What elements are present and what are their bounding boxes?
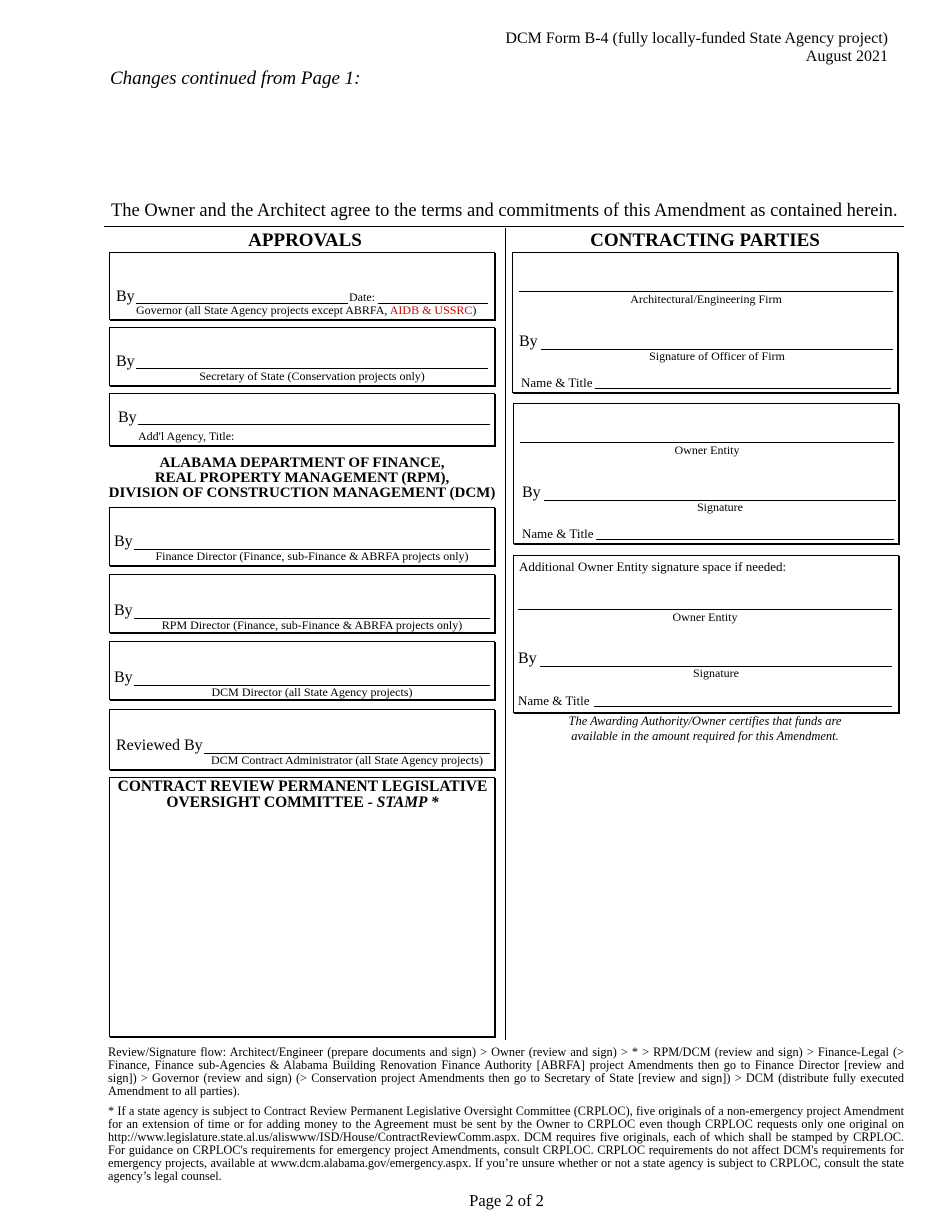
- form-date: August 2021: [805, 48, 888, 65]
- additional-owner-entity-caption: Owner Entity: [672, 610, 738, 624]
- additional-owner-name-title-line[interactable]: [594, 706, 892, 707]
- crploc-stamp-heading: CONTRACT REVIEW PERMANENT LEGISLATIVE OVERSIGHT COMMITTEE - STAMP *: [117, 778, 488, 811]
- additional-owner-signature-box: [513, 555, 899, 713]
- by-label: By: [114, 669, 133, 686]
- by-label: By: [116, 353, 135, 370]
- owner-signature-caption: Signature: [697, 500, 743, 514]
- governor-caption-exceptions: AIDB & USSRC: [389, 303, 473, 317]
- form-header: [505, 30, 888, 66]
- divider-horizontal: [104, 226, 904, 227]
- owner-entity-caption: Owner Entity: [674, 443, 740, 457]
- name-title-label: Name & Title: [521, 375, 593, 390]
- page-number: Page 2 of 2: [469, 1191, 544, 1210]
- by-label: By: [518, 650, 537, 667]
- addl-agency-caption: Add'l Agency, Title:: [138, 429, 235, 443]
- by-label: By: [114, 533, 133, 550]
- funds-certification: The Awarding Authority/Owner certifies that funds are available in the amount required for this Amendment.: [568, 714, 842, 743]
- by-label: By: [118, 409, 137, 426]
- finance-director-caption: Finance Director (Finance, sub-Finance & ABRFA projects only): [155, 549, 469, 563]
- reviewed-by-label: Reviewed By: [116, 737, 203, 754]
- contracting-parties-title: CONTRACTING PARTIES: [590, 230, 820, 251]
- contract-admin-review-box: [109, 709, 495, 770]
- dcm-director-signature-box: [109, 641, 495, 700]
- rpm-director-caption: RPM Director (Finance, sub-Finance & ABRFA projects only): [161, 618, 463, 632]
- owner-entity-signature-box: [513, 403, 899, 544]
- by-label: By: [116, 288, 135, 305]
- crploc-stamp-box[interactable]: [109, 777, 495, 1037]
- rpm-director-signature-box: [109, 574, 495, 633]
- department-heading: ALABAMA DEPARTMENT OF FINANCE, REAL PROPERTY MANAGEMENT (RPM), DIVISION OF CONSTRUCTION MANAGEMENT (DCM): [108, 455, 496, 501]
- finance-director-signature-box: [109, 507, 495, 566]
- form-id: DCM Form B-4 (fully locally-funded State Agency project): [505, 30, 888, 47]
- additional-owner-instruction: Additional Owner Entity signature space if needed:: [519, 559, 787, 574]
- governor-signature-box: [109, 252, 495, 320]
- ae-firm-caption: Architectural/Engineering Firm: [630, 292, 782, 306]
- name-title-label: Name & Title: [518, 693, 590, 708]
- name-title-label: Name & Title: [522, 526, 594, 541]
- date-label: Date:: [349, 290, 375, 304]
- approvals-title: APPROVALS: [248, 230, 362, 251]
- by-label: By: [519, 333, 538, 350]
- secretary-caption: Secretary of State (Conservation projects only): [199, 369, 425, 383]
- dcm-director-caption: DCM Director (all State Agency projects): [211, 685, 413, 699]
- contract-admin-caption: DCM Contract Administrator (all State Agency projects): [211, 753, 483, 767]
- ae-name-title-line[interactable]: [595, 388, 891, 389]
- additional-owner-signature-caption: Signature: [693, 666, 739, 680]
- addl-agency-signature-line[interactable]: [138, 424, 490, 425]
- owner-name-title-line[interactable]: [596, 539, 894, 540]
- agreement-statement: The Owner and the Architect agree to the terms and commitments of this Amendment as contained herein.: [111, 201, 898, 221]
- addl-agency-signature-box: [109, 393, 495, 446]
- by-label: By: [522, 484, 541, 501]
- officer-signature-caption: Signature of Officer of Firm: [649, 349, 785, 363]
- changes-heading: Changes continued from Page 1:: [110, 68, 361, 89]
- by-label: By: [114, 602, 133, 619]
- crploc-footnote: * If a state agency is subject to Contract Review Permanent Legislative Oversight Committee (CRPLOC), five originals of a non-emergency project Amendment for an extension of time or for adding money to the Agreement must be sent by the Owner to CRPLOC even though CRPLOC requests only one original on http://www.legislature.state.al.us/aliswww/ISD/House/ContractReviewComm.aspx. DCM requires five originals, each of which shall be stamped by CRPLOC. For guidance on CRPLOC's requirements for emergency project Amendments, consult CRPLOC. CRPLOC requirements do not affect DCM's requirements for emergency projects, available at www.dcm.alabama.gov/emergency.aspx. If you’re unsure whether or not a state agency is subject to CRPLOC, consult the state agency’s legal counsel.: [108, 1104, 904, 1183]
- divider-vertical: [505, 228, 506, 1040]
- secretary-signature-box: [109, 327, 495, 386]
- governor-caption: Governor (all State Agency projects except ABRFA, AIDB & USSRC): [136, 303, 477, 317]
- review-signature-flow: Review/Signature flow: Architect/Engineer (prepare documents and sign) > Owner (review and sign) > * > RPM/DCM (review and sign) > Finance-Legal (> Finance, Finance sub-Agencies & Alabama Building Renovation Finance Authority [ABRFA] project Amendments then go to Finance Director [review and sign]) > Governor (review and sign) (> Conservation project Amendments then go to Secretary of State [review and sign]) > DCM (distribute fully executed Amendment to all parties).: [108, 1045, 904, 1098]
- ae-firm-signature-box: [512, 252, 898, 393]
- stamp-label: STAMP *: [376, 794, 439, 811]
